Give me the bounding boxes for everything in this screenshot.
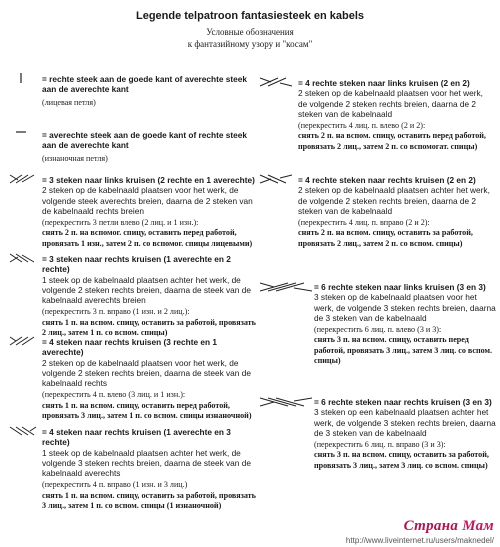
entry-ru: (изнаночная петля) [42,153,108,163]
entry-ru: (лицевая петля) [42,97,96,107]
entry-heading: = 4 steken naar rechts kruisen (3 rechte en 1 averechte) [42,337,218,358]
entry-body: 3 steken op de kabelnaald plaatsen voor het werk, de volgende 3 steken rechts breien, daarna de 3 steken van de kabelnaald [314,292,496,323]
entry-body: 1 steek op de kabelnaald plaatsen achter het werk, de volgende 3 steken rechts breien, daarna de steek van de kabelnaald averechts [42,447,251,479]
purl-stitch-symbol-icon [14,128,28,136]
logo-word-2: Мам [462,518,494,534]
cross-4-left-symbol-icon [8,335,38,347]
cable-4-left-symbol-icon [258,76,294,88]
cable-4-right-symbol-icon [258,173,294,185]
cross-4-right-symbol-icon [8,425,38,437]
entry-body: 2 steken op de kabelnaald plaatsen voor het werk, de volgende 2 steken rechts breien, daarna de 2 steken van de kabelnaald [298,88,483,119]
subtitle-ru-2: к фантазийному узору и "косам" [187,39,313,49]
page-title: Legende telpatroon fantasiesteek en kabels [135,10,365,22]
logo-word-1: Страна [403,518,459,534]
legend-entry-purl [42,130,252,164]
entry-ru-1: (перекрестить 3 петли влево (2 лиц. и 1 изн.): [42,218,199,228]
cross-3-left-symbol-icon [8,173,36,185]
watermark-logo [404,518,494,535]
entry-body: 3 steken op een kabelnaald plaatsen achter het werk, de volgende 3 steken rechts breien, daarna de 3 steken van de kabelnaald [314,407,496,438]
entry-ru-1: (перекрестить 4 п. вправо (1 изн. и 3 лиц.) [42,480,188,490]
subtitle-ru-1: Условные обозначения [206,27,294,37]
entry-ru-1: (перекрестить 4 лиц. п. влево (2 и 2): [298,121,426,131]
entry-heading: = 3 steken naar links kruisen (2 rechte en 1 averechte) [42,175,255,185]
entry-ru-1: (перекрестить 3 п. вправо (1 изн. и 2 лиц.): [42,307,190,317]
watermark-url[interactable]: http://www.liveinternet.ru/users/maknedel/ [345,536,494,545]
entry-ru-2: снять 3 п. на вспом. спицу, оставить перед работой, провязать 3 лиц., затем 3 лиц. со вспом. спицы) [314,335,493,366]
entry-heading: = 6 rechte steken naar rechts kruisen (3 en 3) [314,397,492,407]
legend-entry-cross-2-1-left [42,175,257,249]
entry-ru-2: снять 1 п. на вспом. спицу, оставить за работой, провязать 2 лиц., затем 1 п. со вспом. спицы) [42,317,256,338]
entry-heading: = averechte steek aan de goede kant of rechte steek aan de averechte kant [42,130,247,151]
legend-entry-cable-3-3-left [314,282,496,366]
entry-ru-2: снять 3 п. на вспом. спицу, оставить за работой, провязать 3 лиц., затем 3 лиц. со вспом. спицы) [314,450,489,470]
entry-heading: = rechte steek aan de goede kant of averechte steek aan de averechte kant [42,74,247,95]
entry-body: 2 steken op de kabelnaald plaatsen achter het werk, de volgende 2 steken rechts breien, daarna de 2 steken van de kabelnaald [298,185,490,216]
entry-heading: = 3 steken naar rechts kruisen (1 averechte en 2 rechte) [42,254,231,275]
legend-entry-cable-2-2-right [298,175,494,249]
legend-entry-knit [42,74,252,108]
knit-stitch-symbol-icon [14,72,28,84]
legend-entry-cross-3-1 [42,337,257,421]
entry-ru-2: снять 2 п. на вспомог. спицу, оставить перед работой, провязать 1 изн., затем 2 п. со вспомог. спицы лицевыми) [42,228,253,248]
entry-ru-2: снять 1 п. на вспом. спицу, оставить за работой, провязать 3 лиц., затем 1 п. со вспом. спицы (1 изнаночной) [42,490,256,511]
legend-entry-cable-2-2-left [298,78,494,152]
legend-entry-cable-3-3-right [314,397,496,471]
entry-body: 2 steken op de kabelnaald plaatsen voor het werk, de volgende 2 steken rechts breien, daarna de steek van de kabelnaald rechts [42,357,251,389]
entry-body: 2 steken op de kabelnaald plaatsen voor het werk, de volgende steek averechts breien, daarna de 2 steken van de kabelnaald rechts breien [42,185,253,216]
entry-ru-2: снять 2 п. на вспом. спицу, оставить перед работой, провязать 2 лиц., затем 2 п. со вспомогат. спицы) [298,131,486,151]
entry-ru-1: (перекрестить 6 лиц. п. влево (3 и 3): [314,325,442,335]
entry-body: 1 steek op de kabelnaald plaatsen achter het werk, de volgende 2 steken rechts breien, daarna de steek van de kabelnaald averechts breien [42,274,251,306]
entry-heading: = 4 steken naar rechts kruisen (1 averechte en 3 rechte) [42,427,231,448]
legend-entry-cross-1-2-right [42,254,257,338]
entry-heading: = 4 rechte steken naar links kruisen (2 en 2) [298,78,470,88]
entry-ru-1: (перекрестить 4 п. влево (3 лиц. и 1 изн.): [42,390,186,400]
legend-entry-cross-1-3 [42,427,257,511]
cross-3-right-symbol-icon [8,252,36,264]
entry-heading: = 4 rechte steken naar rechts kruisen (2 en 2) [298,175,476,185]
entry-ru-2: снять 2 п. на вспом. спицу, оставить за работой, провязать 2 лиц., затем 2 п. со вспом. спицы) [298,228,473,248]
entry-ru-1: (перекрестить 6 лиц. п. вправо (3 и 3): [314,440,446,450]
entry-ru-2: снять 1 п. на вспом. спицу, оставить перед работой, провязать 3 лиц., затем 1 п. со вспом. спицы изнаночной) [42,400,252,421]
cable-6-left-symbol-icon [258,281,314,293]
entry-heading: = 6 rechte steken naar links kruisen (3 en 3) [314,282,486,292]
entry-ru-1: (перекрестить 4 лиц. п. вправо (2 и 2): [298,218,430,228]
cable-6-right-symbol-icon [258,396,314,408]
